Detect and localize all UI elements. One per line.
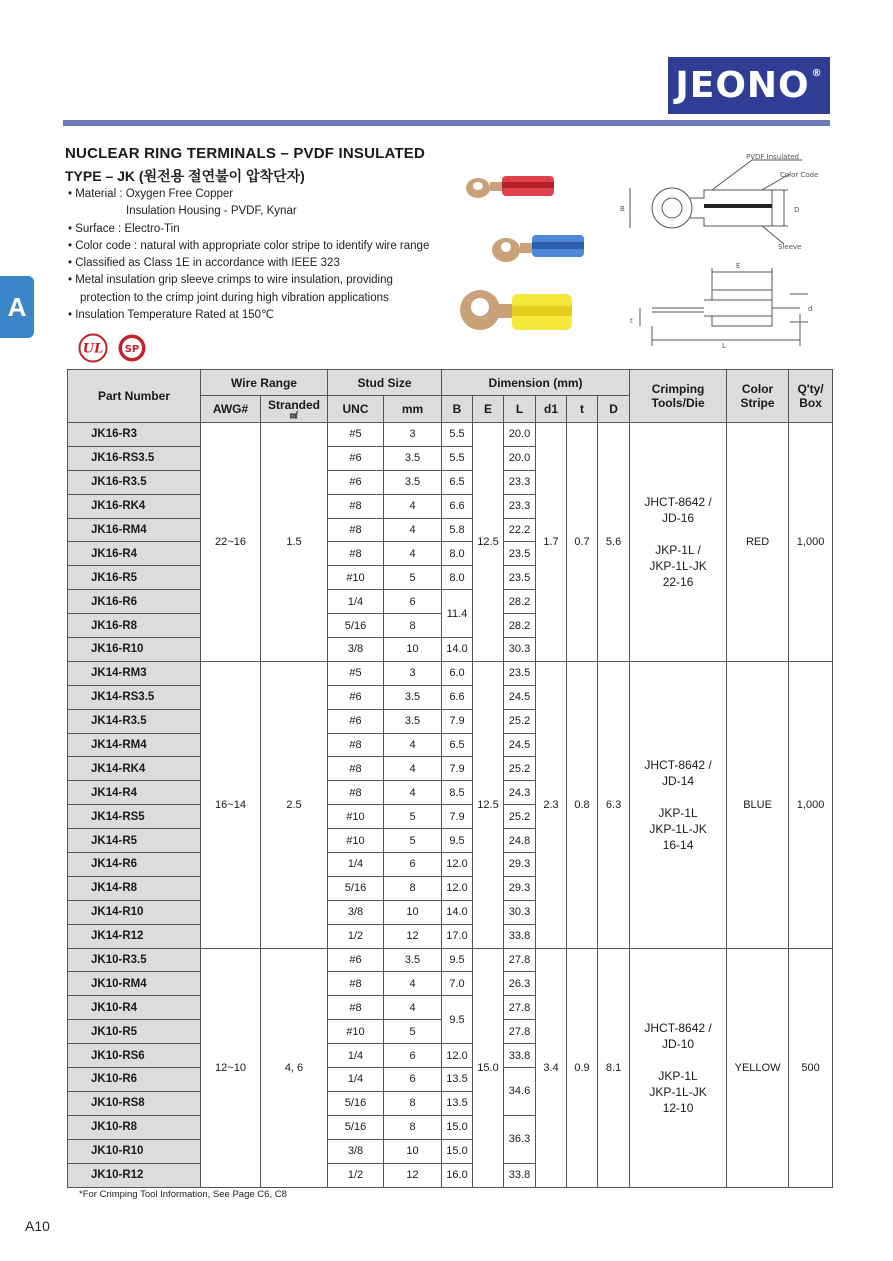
b-value: 15.0 [442,1139,473,1163]
d-value: 5.6 [598,423,630,662]
mm-value: 3.5 [384,685,442,709]
th-b: B [442,396,473,423]
th-stranded [261,396,328,423]
d1-value: 2.3 [536,661,567,948]
awg-value: 22~16 [201,423,261,662]
mm-value: 5 [384,805,442,829]
l-value: 33.8 [504,1044,536,1068]
th-t: t [567,396,598,423]
unc-value: 1/4 [328,590,384,614]
unc-value: 3/8 [328,1139,384,1163]
color-stripe-value: YELLOW [727,948,789,1187]
l-value: 22.2 [504,518,536,542]
part-number: JK14-R3.5 [68,709,201,733]
l-value: 23.3 [504,494,536,518]
ul-mark-icon [78,333,108,363]
footnote: *For Crimping Tool Information, See Page C6, C8 [79,1189,287,1200]
b-value: 6.5 [442,470,473,494]
brand-name: JEONO [675,65,810,106]
unc-value: 5/16 [328,1115,384,1139]
qty-value: 1,000 [789,423,833,662]
tool-line: 22-16 [662,574,694,589]
b-value: 12.0 [442,853,473,877]
d1-value: 1.7 [536,423,567,662]
l-value: 30.3 [504,900,536,924]
spec-classified: • Classified as Class 1E in accordance with IEEE 323 [68,257,340,270]
unc-value: 1/2 [328,1163,384,1187]
b-value: 7.9 [442,805,473,829]
qty-value: 500 [789,948,833,1187]
l-value: 26.3 [504,972,536,996]
part-number: JK10-R6 [68,1068,201,1092]
b-value: 8.0 [442,542,473,566]
label-e: E [736,262,741,270]
th-crimping-line1: Crimping [651,382,705,396]
mm-value: 3 [384,661,442,685]
l-value: 23.5 [504,542,536,566]
stranded-value: 1.5 [261,423,328,662]
brand-logo [668,57,830,114]
spec-grip: • Metal insulation grip sleeve crimps to wire insulation, providing [68,274,393,287]
l-value: 29.3 [504,876,536,900]
mm-value: 3 [384,423,442,447]
tool-line: JD-16 [662,510,695,525]
part-number: JK16-RM4 [68,518,201,542]
t-value: 0.8 [567,661,598,948]
l-value: 27.8 [504,996,536,1020]
l-value: 25.2 [504,709,536,733]
b-value: 13.5 [442,1068,473,1092]
mm-value: 4 [384,996,442,1020]
l-value: 23.5 [504,661,536,685]
mm-value: 10 [384,1139,442,1163]
l-value: 29.3 [504,853,536,877]
th-awg: AWG# [201,396,261,423]
l-value: 24.8 [504,829,536,853]
th-stud-size: Stud Size [328,370,442,396]
part-number: JK14-RK4 [68,757,201,781]
mm-value: 4 [384,972,442,996]
ul-mark-text: UL [82,341,104,357]
page-number: A10 [25,1218,50,1234]
stranded-value: 2.5 [261,661,328,948]
l-value: 28.2 [504,614,536,638]
part-number: JK10-R10 [68,1139,201,1163]
mm-value: 6 [384,1068,442,1092]
part-number: JK14-R10 [68,900,201,924]
spec-material: • Material : Oxygen Free Copper [68,188,234,200]
part-number: JK10-RM4 [68,972,201,996]
l-value: 36.3 [504,1115,536,1163]
crimping-tool [630,948,727,1187]
label-l: L [722,342,726,350]
unc-value: 3/8 [328,900,384,924]
mm-value: 10 [384,638,442,662]
l-value: 33.8 [504,1163,536,1187]
l-value: 30.3 [504,638,536,662]
part-number: JK16-R10 [68,638,201,662]
b-value: 5.5 [442,446,473,470]
spec-list [68,186,429,324]
th-e: E [473,396,504,423]
part-number: JK16-R5 [68,566,201,590]
tool-line: JKP-1L [658,1068,698,1083]
mm-value: 12 [384,1163,442,1187]
label-color-code: Color Code [780,171,819,179]
label-d: D [794,206,800,214]
unc-value: #10 [328,1020,384,1044]
th-mm: mm [384,396,442,423]
spec-surface: • Surface : Electro-Tin [68,222,180,235]
unc-value: 1/4 [328,1044,384,1068]
part-number: JK10-R12 [68,1163,201,1187]
d1-value: 3.4 [536,948,567,1187]
b-value: 16.0 [442,1163,473,1187]
tool-line: JKP-1L-JK [649,1084,707,1099]
unc-value: #8 [328,757,384,781]
part-number: JK16-R3.5 [68,470,201,494]
part-number: JK14-RM4 [68,733,201,757]
mm-value: 4 [384,494,442,518]
b-value: 6.6 [442,685,473,709]
part-number: JK14-R12 [68,924,201,948]
part-number: JK14-R5 [68,829,201,853]
part-number: JK16-RK4 [68,494,201,518]
label-t: t [630,317,633,325]
unc-value: #8 [328,996,384,1020]
part-number: JK16-R6 [68,590,201,614]
page-title: NUCLEAR RING TERMINALS – PVDF INSULATED [65,145,426,162]
th-stranded-label: Stranded [267,398,320,412]
l-value: 24.5 [504,685,536,709]
label-sleeve: Sleeve [778,243,802,251]
th-color-line1: Color [741,382,774,396]
part-number: JK10-R3.5 [68,948,201,972]
unc-value: 3/8 [328,638,384,662]
mm-value: 4 [384,542,442,566]
mm-value: 4 [384,781,442,805]
l-value: 20.0 [504,423,536,447]
mm-value: 8 [384,1115,442,1139]
mm-value: 10 [384,900,442,924]
unc-value: #6 [328,446,384,470]
spec-grip-cont: protection to the crimp joint during high vibration applications [80,291,389,304]
spec-temperature: • Insulation Temperature Rated at 150℃ [68,309,274,322]
unc-value: #10 [328,829,384,853]
part-number: JK14-RS3.5 [68,685,201,709]
label-d1: d [808,305,813,313]
b-value: 7.0 [442,972,473,996]
red-terminal-photo [466,176,554,198]
t-value: 0.7 [567,423,598,662]
spec-table [67,369,833,1188]
unc-value: #6 [328,685,384,709]
l-value: 23.5 [504,566,536,590]
part-number: JK14-R4 [68,781,201,805]
yellow-terminal-photo [460,290,572,330]
registered-mark: ® [811,68,823,79]
mm-value: 6 [384,1044,442,1068]
b-value: 9.5 [442,996,473,1044]
th-part-number: Part Number [68,370,201,423]
tool-line: JHCT-8642 / [644,1020,712,1035]
unc-value: #5 [328,661,384,685]
unc-value: #8 [328,781,384,805]
spec-table-body [68,423,833,1188]
dimension-drawings [612,150,830,350]
part-number: JK10-R5 [68,1020,201,1044]
mm-value: 3.5 [384,446,442,470]
b-value: 15.0 [442,1115,473,1139]
th-crimping-line2: Tools/Die [651,396,705,410]
tool-line: JHCT-8642 / [644,494,712,509]
l-value: 24.5 [504,733,536,757]
l-value: 27.8 [504,948,536,972]
b-value: 6.6 [442,494,473,518]
l-value: 23.3 [504,470,536,494]
spec-material-housing: Insulation Housing - PVDF, Kynar [126,205,297,218]
mm-value: 5 [384,1020,442,1044]
part-number: JK16-R4 [68,542,201,566]
e-value: 12.5 [473,423,504,662]
unc-value: #8 [328,518,384,542]
stranded-value: 4, 6 [261,948,328,1187]
t-value: 0.9 [567,948,598,1187]
l-value: 33.8 [504,924,536,948]
b-value: 13.5 [442,1091,473,1115]
d-value: 6.3 [598,661,630,948]
unc-value: #8 [328,972,384,996]
th-d1: d1 [536,396,567,423]
b-value: 7.9 [442,709,473,733]
unc-value: #6 [328,948,384,972]
l-value: 24.3 [504,781,536,805]
mm-value: 3.5 [384,709,442,733]
th-qty-line1: Q'ty/ [797,382,824,396]
b-value: 12.0 [442,1044,473,1068]
b-value: 9.5 [442,948,473,972]
crimping-tool [630,423,727,662]
qty-value: 1,000 [789,661,833,948]
mm-value: 3.5 [384,948,442,972]
d-value: 8.1 [598,948,630,1187]
part-number: JK16-R3 [68,423,201,447]
mm-value: 5 [384,566,442,590]
l-value: 34.6 [504,1068,536,1116]
th-dimension: Dimension (mm) [442,370,630,396]
b-value: 5.5 [442,423,473,447]
mm-value: 5 [384,829,442,853]
unc-value: #8 [328,733,384,757]
e-value: 12.5 [473,661,504,948]
blue-terminal-photo [492,235,584,262]
l-value: 20.0 [504,446,536,470]
l-value: 25.2 [504,805,536,829]
th-l: L [504,396,536,423]
color-stripe-value: BLUE [727,661,789,948]
part-number: JK16-R8 [68,614,201,638]
csa-mark-icon [117,333,147,363]
tool-line: JKP-1L-JK [649,821,707,836]
header-rule [63,120,830,126]
b-value: 7.9 [442,757,473,781]
unc-value: #6 [328,709,384,733]
b-value: 5.8 [442,518,473,542]
unc-value: 5/16 [328,1091,384,1115]
th-stranded-unit: ㎟ [290,411,298,420]
unc-value: #10 [328,805,384,829]
tool-line: JD-14 [662,773,695,788]
tool-line: JKP-1L-JK [649,558,707,573]
unc-value: 1/2 [328,924,384,948]
th-wire-range: Wire Range [201,370,328,396]
part-number: JK14-R8 [68,876,201,900]
part-number: JK10-RS8 [68,1091,201,1115]
th-qty-box [789,370,833,423]
mm-value: 6 [384,853,442,877]
l-value: 28.2 [504,590,536,614]
crimping-tool [630,661,727,948]
mm-value: 8 [384,876,442,900]
mm-value: 4 [384,757,442,781]
awg-value: 16~14 [201,661,261,948]
b-value: 6.5 [442,733,473,757]
b-value: 9.5 [442,829,473,853]
part-number: JK14-R6 [68,853,201,877]
table-row [68,948,833,972]
e-value: 15.0 [473,948,504,1187]
b-value: 14.0 [442,900,473,924]
color-stripe-value: RED [727,423,789,662]
th-qty-line2: Box [799,396,822,410]
tool-line: JKP-1L [658,805,698,820]
part-number: JK10-R4 [68,996,201,1020]
part-number: JK16-RS3.5 [68,446,201,470]
awg-value: 12~10 [201,948,261,1187]
unc-value: 5/16 [328,614,384,638]
unc-value: #6 [328,470,384,494]
page-subtitle: TYPE – JK (원전용 절연불이 압착단자) [65,168,305,184]
part-number: JK10-RS6 [68,1044,201,1068]
b-value: 17.0 [442,924,473,948]
mm-value: 12 [384,924,442,948]
unc-value: #8 [328,542,384,566]
mm-value: 8 [384,614,442,638]
unc-value: 1/4 [328,853,384,877]
part-number: JK14-RS5 [68,805,201,829]
section-tab: A [0,276,34,338]
th-d: D [598,396,630,423]
th-crimping [630,370,727,423]
mm-value: 4 [384,733,442,757]
label-pvdf: PVDF Insulated [746,153,799,161]
csa-mark-text: SP [124,344,140,355]
l-value: 27.8 [504,1020,536,1044]
unc-value: #10 [328,566,384,590]
table-row [68,423,833,447]
b-value: 12.0 [442,876,473,900]
th-unc: UNC [328,396,384,423]
part-number: JK10-R8 [68,1115,201,1139]
tool-line: JKP-1L / [655,542,701,557]
b-value: 8.5 [442,781,473,805]
tool-line: JHCT-8642 / [644,757,712,772]
tool-line: 16-14 [662,837,694,852]
b-value: 11.4 [442,590,473,638]
table-row [68,661,833,685]
mm-value: 6 [384,590,442,614]
tool-line: JD-10 [662,1036,695,1051]
mm-value: 8 [384,1091,442,1115]
b-value: 8.0 [442,566,473,590]
l-value: 25.2 [504,757,536,781]
unc-value: 1/4 [328,1068,384,1092]
unc-value: #8 [328,494,384,518]
b-value: 6.0 [442,661,473,685]
unc-value: #5 [328,423,384,447]
mm-value: 4 [384,518,442,542]
th-color-line2: Stripe [740,396,775,410]
spec-color-code: • Color code : natural with appropriate color stripe to identify wire range [68,239,430,252]
tool-line: 12-10 [662,1100,694,1115]
product-photos [458,168,598,348]
unc-value: 5/16 [328,876,384,900]
label-b: B [620,205,625,213]
mm-value: 3.5 [384,470,442,494]
th-color-stripe [727,370,789,423]
b-value: 14.0 [442,638,473,662]
part-number: JK14-RM3 [68,661,201,685]
